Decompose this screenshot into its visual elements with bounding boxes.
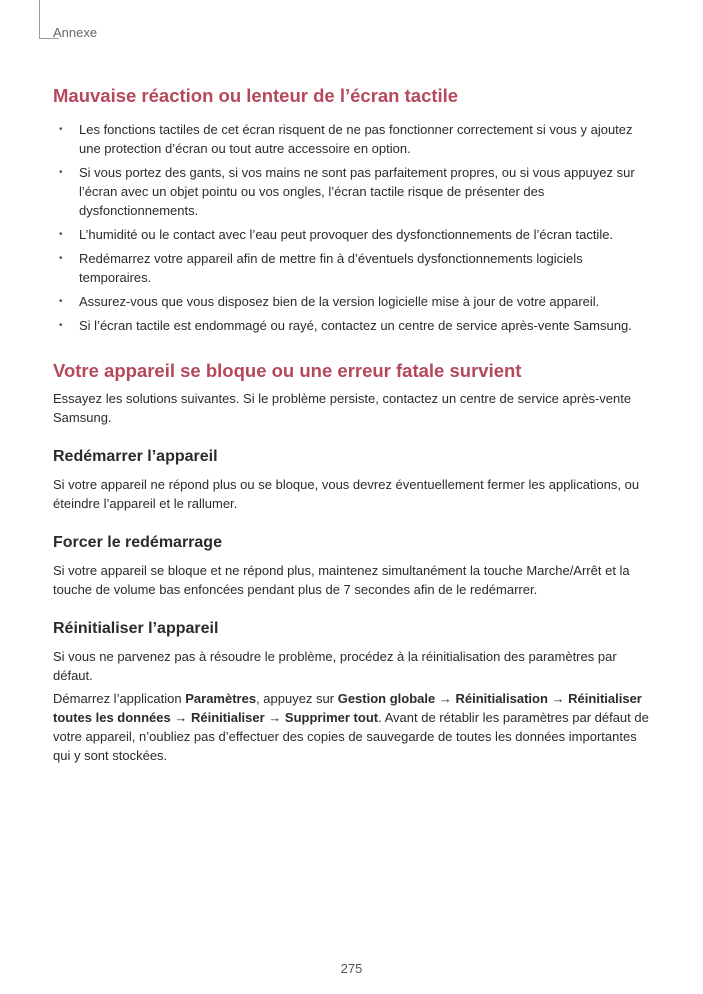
list-item: • Redémarrez votre appareil afin de mettre fin à d’éventuels dysfonctionnements logiciels temporaires.: [53, 249, 651, 287]
reset-text: Si vous ne parvenez pas à résoudre le problème, procédez à la réinitialisation des paramètres par défaut.: [53, 649, 617, 683]
section-label: Annexe: [53, 25, 98, 40]
subsection-title-restart: Redémarrer l’appareil: [53, 448, 218, 465]
menu-path-general-management: Gestion globale: [337, 691, 436, 706]
arrow-icon: →: [170, 710, 191, 725]
touchscreen-tips-list: [53, 120, 651, 335]
section-title-freeze: Votre appareil se bloque ou une erreur fatale survient: [53, 360, 522, 381]
page-content: [53, 84, 651, 765]
reset-steps: Démarrez l’application Paramètres, appuyez sur Gestion globale → Réinitialisation → Réinitialiser toutes les données → Réinitialiser → Supprimer tout. Avant de rétablir les paramètres par défaut de votre appareil, n’oubliez pas d’effectuer des copies de sauvegarde de toutes les données importantes qui y sont stockées.: [53, 691, 649, 763]
force-restart-text: Si votre appareil se bloque et ne répond plus, maintenez simultanément la touche Marche/Arrêt et la touche de volume bas enfoncées pendant plus de 7 secondes afin de le redémarrer.: [53, 563, 630, 597]
list-item: • Si l’écran tactile est endommagé ou rayé, contactez un centre de service après-vente Samsung.: [53, 316, 651, 335]
arrow-icon: →: [264, 710, 285, 725]
list-item: • L’humidité ou le contact avec l’eau peut provoquer des dysfonctionnements de l’écran tactile.: [53, 225, 651, 244]
section-title-touchscreen: Mauvaise réaction ou lenteur de l’écran tactile: [53, 85, 459, 106]
list-item: • Les fonctions tactiles de cet écran risquent de ne pas fonctionner correctement si vous y ajoutez une protection d’écran ou tout autre accessoire en option.: [53, 120, 651, 158]
restart-text: Si votre appareil ne répond plus ou se bloque, vous devrez éventuellement fermer les applications, ou éteindre l’appareil et le rallumer.: [53, 477, 640, 511]
page-number: 275: [340, 961, 363, 976]
menu-path-reset-button: Réinitialiser: [190, 710, 265, 725]
menu-path-settings: Paramètres: [185, 691, 257, 706]
menu-path-factory-data-reset: Réinitialiser toutes les données: [53, 691, 642, 725]
list-item: • Si vous portez des gants, si vos mains ne sont pas parfaitement propres, ou si vous appuyez sur l’écran avec un objet pointu ou vos ongles, l’écran tactile risque de présenter des dysfonctionnements.: [53, 163, 651, 220]
freeze-intro: Essayez les solutions suivantes. Si le problème persiste, contactez un centre de service après-vente Samsung.: [53, 391, 632, 425]
menu-path-reset: Réinitialisation: [455, 691, 548, 706]
subsection-title-reset: Réinitialiser l’appareil: [53, 620, 219, 637]
arrow-icon: →: [435, 691, 456, 706]
menu-path-delete-all: Supprimer tout: [284, 710, 379, 725]
arrow-icon: →: [547, 691, 569, 706]
subsection-title-force-restart: Forcer le redémarrage: [53, 534, 222, 551]
header-rule-vertical: [39, 0, 40, 38]
list-item: • Assurez-vous que vous disposez bien de la version logicielle mise à jour de votre appareil.: [53, 292, 651, 311]
